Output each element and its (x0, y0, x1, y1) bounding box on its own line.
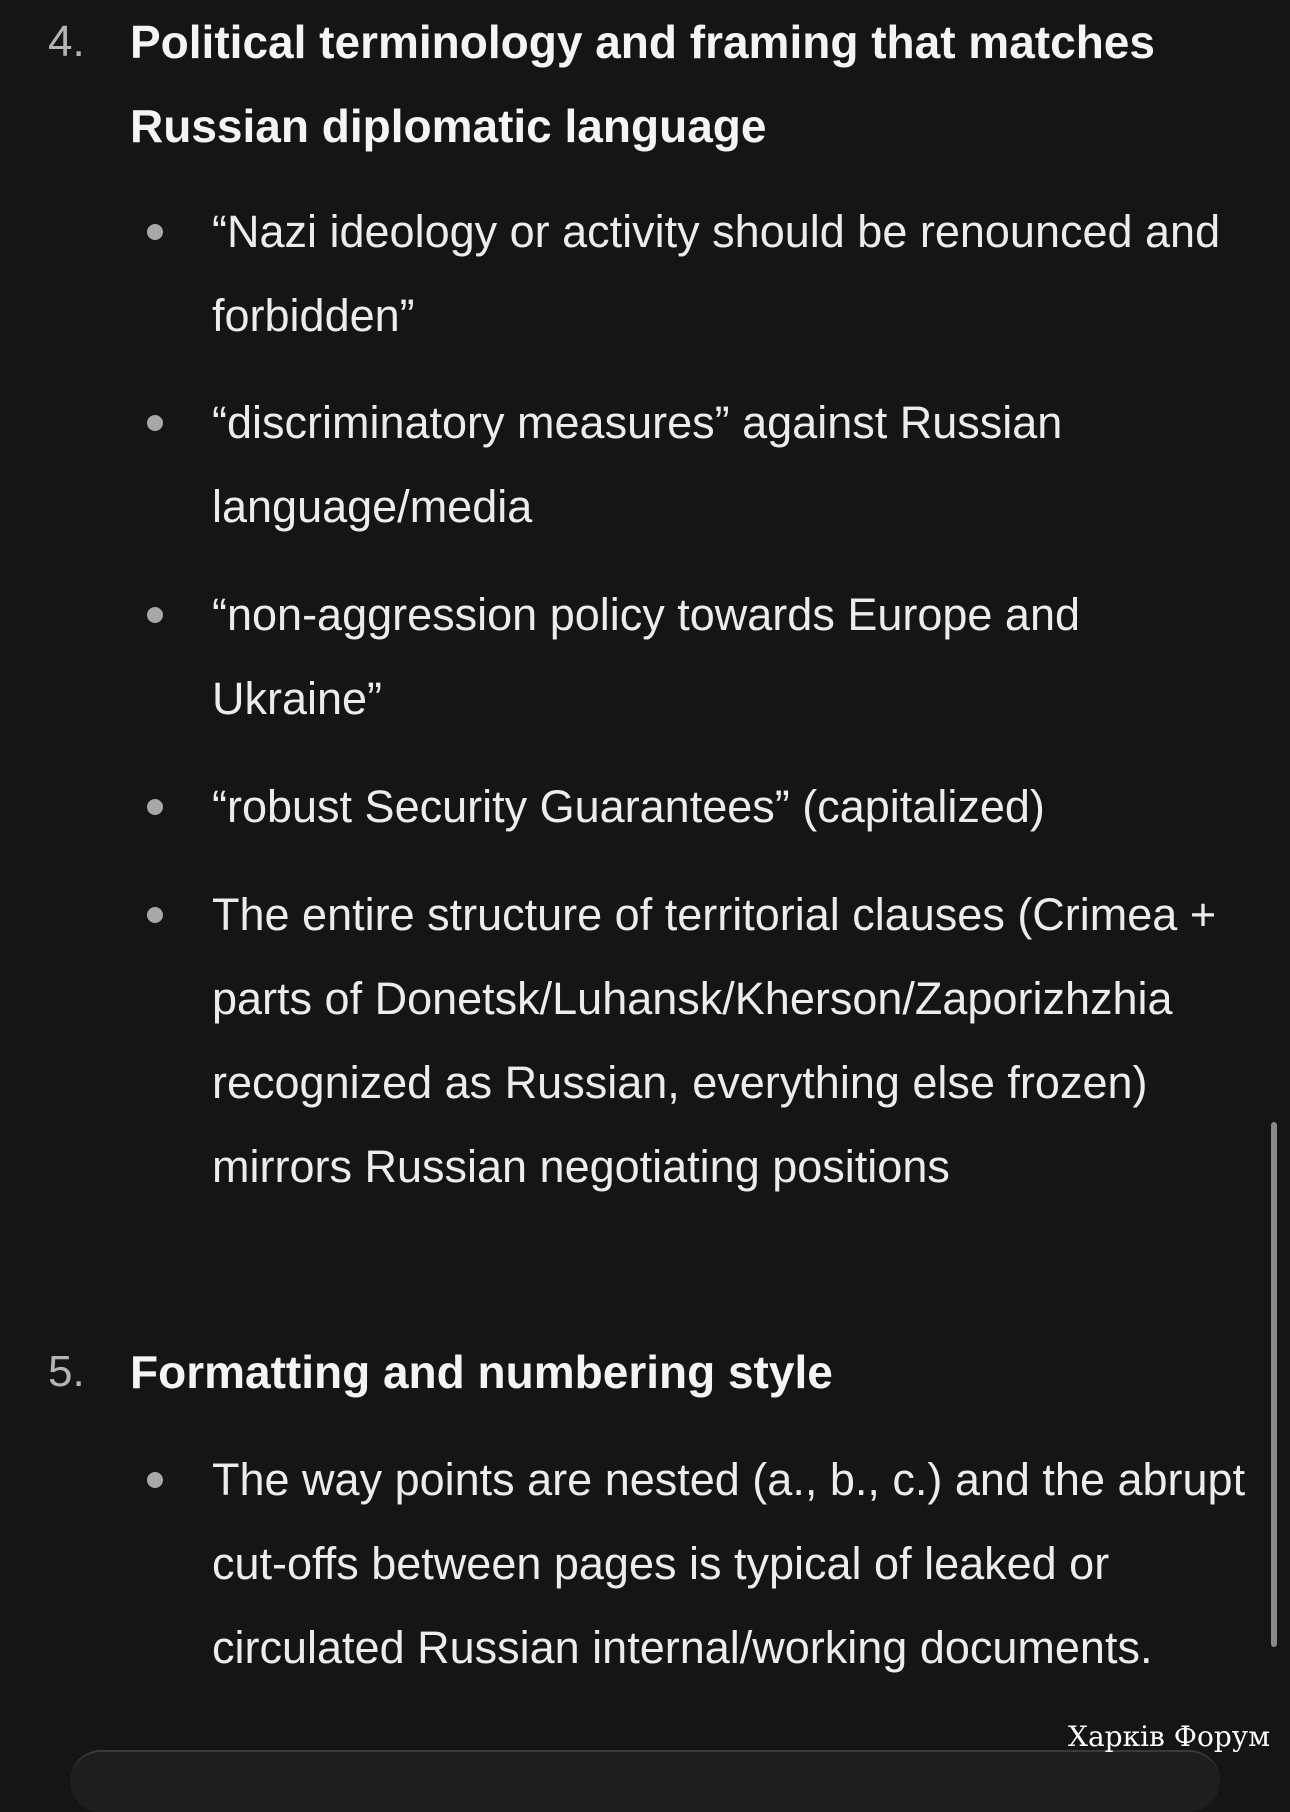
bullet-text: The entire structure of territorial clauses (Crimea + parts of Donetsk/Luhansk/Kherson/Zaporizhzhia recognized as Russian, everything else frozen) mirrors Russian negotiating positions (212, 889, 1217, 1192)
section-heading: Political terminology and framing that matches Russian diplomatic language (130, 16, 1155, 152)
watermark: Харків Форум (1068, 1720, 1270, 1753)
section-heading: Formatting and numbering style (130, 1346, 833, 1398)
bullet-text: “non-aggression policy towards Europe and Ukraine” (212, 589, 1081, 724)
message-input-bar[interactable] (70, 1750, 1220, 1812)
scrollbar-thumb[interactable] (1271, 1122, 1277, 1647)
bullet-dot-icon (147, 607, 163, 623)
bullet-text: The way points are nested (a., b., c.) and the abrupt cut-offs between pages is typical of leaked or circulated Russian internal/working documents. (212, 1454, 1246, 1673)
bullet-text: “Nazi ideology or activity should be renounced and forbidden” (212, 206, 1221, 341)
bullet-dot-icon (147, 1472, 163, 1488)
bullet-text: “robust Security Guarantees” (capitalized) (212, 781, 1045, 832)
bullet-dot-icon (147, 907, 163, 923)
list-number: 4. (48, 17, 85, 66)
bullet-dot-icon (147, 224, 163, 240)
bullet-dot-icon (147, 799, 163, 815)
list-number: 5. (48, 1347, 85, 1396)
bullet-text: “discriminatory measures” against Russian language/media (212, 397, 1063, 532)
bullet-dot-icon (147, 415, 163, 431)
